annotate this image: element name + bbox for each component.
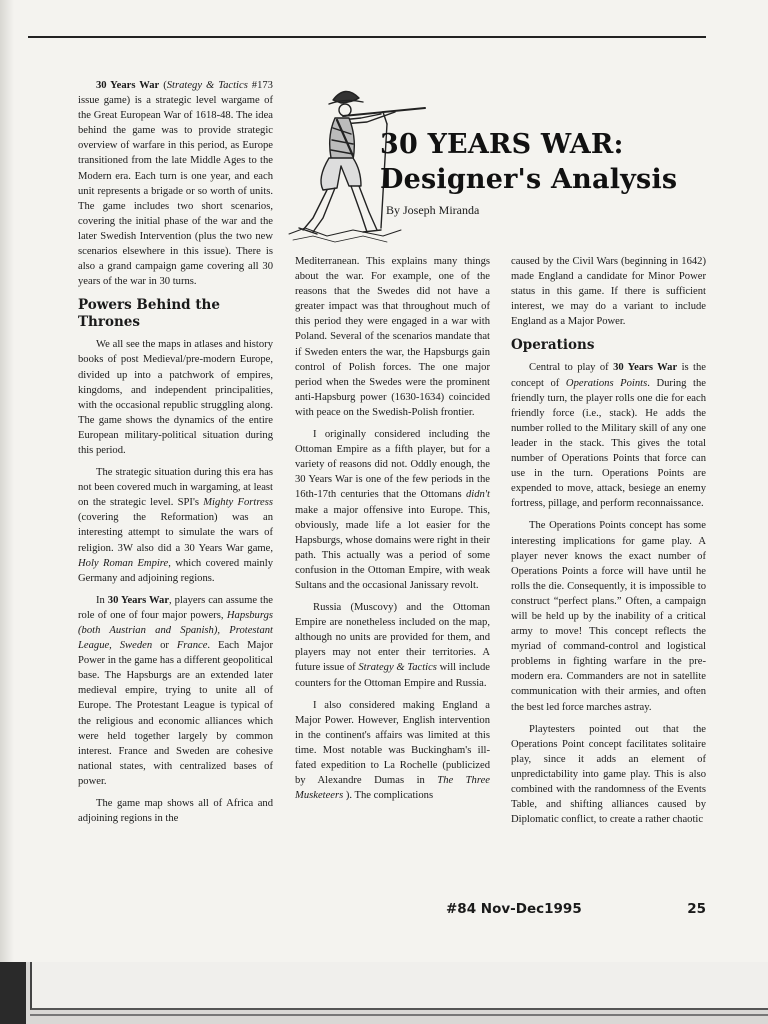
- page-number: 25: [687, 901, 706, 917]
- title-line-1: 30 YEARS WAR:: [380, 129, 624, 160]
- issue-label: #84 Nov-Dec1995: [446, 901, 582, 917]
- paragraph: Mediterranean. This explains many things about the war. For example, one of the reasons that the Swedes did not have a greater impact was that throughout much of this period they were engaged in a war with Poland. Several of the scenarios mandate that if Sweden enters the war, the Hapsburgs gain control of Polish forces. The one major period when the Swedes were the prominent anti-Hapsburg power (1630-1634) coincided with peace on the Swedish-Polish frontier.: [295, 256, 490, 418]
- byline: By Joseph Miranda: [386, 203, 480, 217]
- paragraph: Central to play of 30 Years War is the concept of Operations Points. During the friendly turn, the player rolls one die for each friendly force (i.e., stack). He adds the number rolled to the Military skill of any one leader in the stack. This gives the total number of Operations Points that force can use in the turn. Operations Points are expended to move, attack, besiege an enemy fortress, pillage, and perform reconnaissance.: [511, 362, 706, 510]
- binder-edge: [0, 962, 26, 1024]
- paragraph: The Operations Points concept has some interesting implications for game play. A player never knows the exact number of Operations Points a force will have until he rolls the die. Consequently, it is impossible to construct “perfect plans.” Often, a campaign will be held up by the inability of a critical army to move! This concept reflects the myriad of command-control and logistical problems in fighting warfare in the pre-modern era. Commanders are not in satellite communication with their armies, and often the best led force marches astray.: [511, 520, 706, 713]
- page-gutter-shadow: [0, 0, 14, 1024]
- paragraph: In 30 Years War, players can assume the role of one of four major powers, Hapsburgs (both Austrian and Spanish), Protestant League, Sweden or France. Each Major Power in the game has a different geopolitical base. The Hapsburgs are an extended later medieval empire, trying to unite all of Europe. The Protestant League is typical of the religious and economic alliances which were held together largely by common interest. France and Sweden are cohesive national states, with centralized bases of power.: [78, 594, 273, 787]
- column-3: [511, 254, 706, 834]
- paragraph: We all see the maps in atlases and history books of post Medieval/pre-modern Europe, divided up into a patchwork of empires, kingdoms, and independent principalities, with the occasional republic struggling along. The game shows the dynamics of the entire European military-political situation during this period.: [78, 339, 273, 456]
- article-title: [380, 127, 710, 197]
- scanner-edge: [0, 962, 768, 1024]
- paragraph: The strategic situation during this era has not been covered much in wargaming, at least on the strategic level. SPI's Mighty Fortress (covering the Reformation) was an interesting attempt to simulate the wars of religion. 3W also did a 30 Years War game, Holy Roman Empire, which covered mainly Germany and adjoining regions.: [78, 467, 273, 584]
- paragraph: 30 Years War (Strategy & Tactics #173 issue game) is a strategic level wargame of the Great European War of 1618-48. The idea behind the game was to provide strategic overview of warfare in this period, as Europe transitioned from the late Middle Ages to the Modern era. Each turn is one year, and each unit represents a brigade or so worth of units. The game includes two short scenarios, covering the initial phase of the war and the later Swedish Intervention (plus the two new scenarios elsewhere in this issue). There is also a grand campaign game covering all 30 years of the war in 30 turns.: [78, 80, 273, 288]
- paragraph: I also considered making England a Major Power. However, English intervention in the continent's affairs was limited at this time. Most notable was Buckingham's ill-fated expedition to La Rochelle (publicized by Alexandre Dumas in The Three Musketeers ). The complications: [295, 699, 490, 802]
- top-rule: [28, 36, 706, 38]
- paragraph: Russia (Muscovy) and the Ottoman Empire are nonetheless included on the map, although no units are provided for them, and players may not enter their territories. A future issue of Strategy & Tactics will include counters for the Ottoman Empire and Russia.: [295, 602, 490, 689]
- column-2: [295, 254, 490, 810]
- title-line-2: Designer's Analysis: [380, 164, 678, 195]
- paragraph: I originally considered including the Ottoman Empire as a fifth player, but for a variety of reasons did not. Oddly enough, the 30 Years War is one of the few periods in the 16th-17th centuries that the Ottomans didn't make a major offensive into Europe. This, obviously, made life a lot easier for the Hapsburgs, whose domains were right in their path. This actually was a period of some confusion in the Ottoman Empire, with weak Sultans and the occasional Janissary revolt.: [295, 429, 490, 591]
- paragraph: caused by the Civil Wars (beginning in 1642) made England a candidate for Minor Power status in this game. If there is sufficient interest, we may do a variant to include England as a Major Power.: [511, 256, 706, 328]
- section-heading-operations: Operations: [511, 337, 595, 354]
- paragraph: Playtesters pointed out that the Operations Point concept facilitates solitaire play, since it adds an element of unpredictability into game play. This is also combined with the randomness of the Events Table, and shifting alliances caused by Diplomatic conflict, to create a rather chaotic: [511, 723, 706, 826]
- edge-line: [30, 1014, 768, 1016]
- paragraph: The game map shows all of Africa and adjoining regions in the: [78, 798, 273, 825]
- next-page-edge: [30, 962, 768, 1010]
- section-heading-powers: Powers Behind the Thrones: [78, 297, 220, 331]
- column-1: [78, 78, 273, 833]
